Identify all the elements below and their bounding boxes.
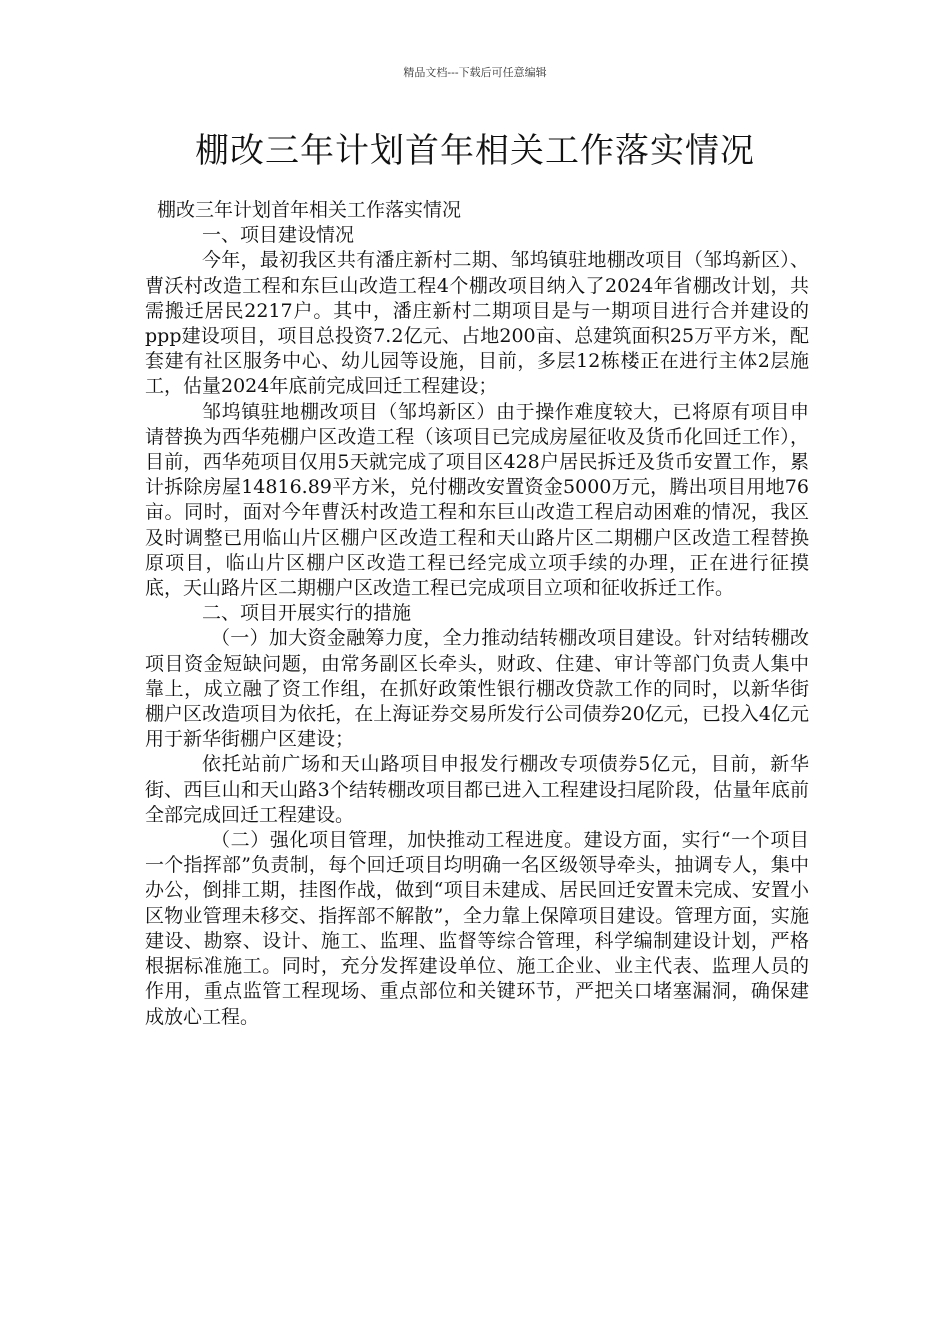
section-heading-project-status: 一、项目建设情况 [202,224,355,247]
header-note: 精品文档---下载后可任意编辑 [403,66,547,79]
paragraph-special-bonds: 依托站前广场和天山路项目申报发行棚改专项债券5亿元，目前，新华街、西巨山和天山路3个结转棚改项目都已进入工程建设扫尾阶段，估量年底前全部完成回迁工程建设。 [145,753,809,826]
document-body [145,198,809,1030]
paragraph-project-overview: 今年，最初我区共有潘庄新村二期、邹坞镇驻地棚改项目（邹坞新区）、曹沃村改造工程和东巨山改造工程4个棚改项目纳入了2024年省棚改计划，共需搬迁居民2217户。其中，潘庄新村二期项目是与一期项目进行合并建设的ppp建设项目，项目总投资7.2亿元、占地200亩、总建筑面积25万平方米，配套建有社区服务中心、幼儿园等设施，目前，多层12栋楼正在进行主体2层施工，估量2024年底前完成回迁工程建设； [145,249,809,398]
paragraph-project-management: （二）强化项目管理，加快推动工程进度。建设方面，实行“一个项目一个指挥部”负责制，每个回迁项目均明确一名区级领导牵头，抽调专人，集中办公，倒排工期，挂图作战，做到“项目未建成、居民回迁安置未完成、安置小区物业管理未移交、指挥部不解散”，全力靠上保障项目建设。管理方面，实施建设、勘察、设计、施工、监理、监督等综合管理，科学编制建设计划，严格根据标准施工。同时，充分发挥建设单位、施工企业、业主代表、监理人员的作用，重点监管工程现场、重点部位和关键环节，严把关口堵塞漏洞，确保建成放心工程。 [145,829,809,1028]
document-title: 棚改三年计划首年相关工作落实情况 [195,131,755,171]
section-heading-measures: 二、项目开展实行的措施 [202,602,412,625]
paragraph-zouwu-project: 邹坞镇驻地棚改项目（邹坞新区）由于操作难度较大，已将原有项目申请替换为西华苑棚户区改造工程（该项目已完成房屋征收及货币化回迁工作），目前，西华苑项目仅用5天就完成了项目区428户居民拆迁及货币安置工作，累计拆除房屋14816.89平方米，兑付棚改安置资金5000万元，腾出项目用地76亩。同时，面对今年曹沃村改造工程和东巨山改造工程启动困难的情况，我区及时调整已用临山片区棚户区改造工程和天山路片区二期棚户区改造工程替换原项目，临山片区棚户区改造工程已经完成立项手续的办理，正在进行征摸底，天山路片区二期棚户区改造工程已完成项目立项和征收拆迁工作。 [145,400,809,600]
document-subtitle: 棚改三年计划首年相关工作落实情况 [157,199,462,221]
paragraph-funding-measures: （一）加大资金融筹力度，全力推动结转棚改项目建设。针对结转棚改项目资金短缺问题，由常务副区长牵头，财政、住建、审计等部门负责人集中靠上，成立融了资工作组，在抓好政策性银行棚改贷款工作的同时，以新华街棚户区改造项目为依托，在上海证券交易所发行公司债券20亿元，已投入4亿元用于新华街棚户区建设； [145,627,809,751]
